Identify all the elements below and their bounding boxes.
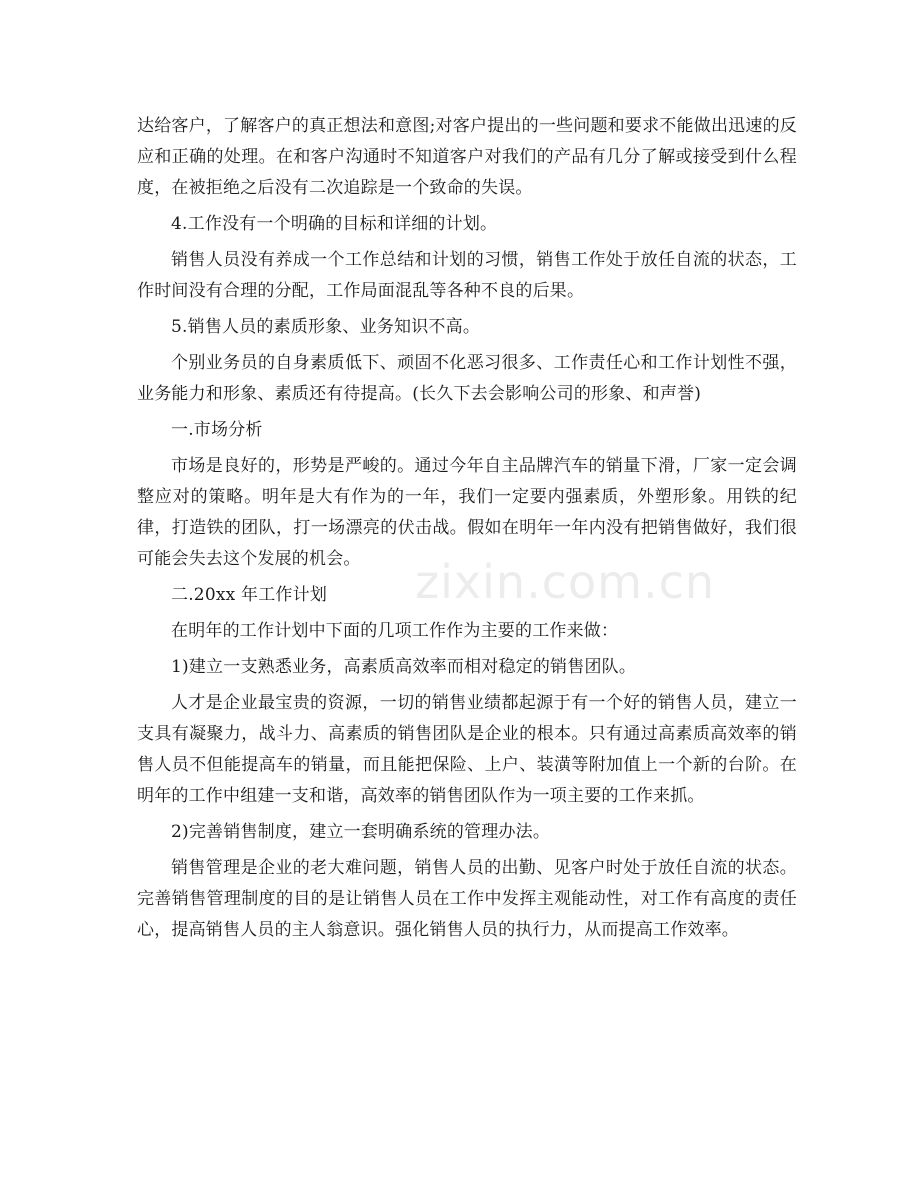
- section-heading: 一.市场分析: [171, 420, 263, 440]
- watermark: zixin.com.cn: [415, 555, 716, 609]
- plan-item-heading: 2)完善销售制度，建立一套明确系统的管理办法。: [171, 822, 551, 842]
- section-item-heading: 5.销售人员的素质形象、业务知识不高。: [171, 317, 481, 337]
- paragraph: 个别业务员的自身素质低下、顽固不化恶习很多、工作责任心和工作计划性不强，业务能力和形象、素质还有待提高。(长久下去会影响公司的形象、和声誉): [137, 353, 797, 404]
- document-body: [137, 111, 797, 946]
- paragraph: 人才是企业最宝贵的资源，一切的销售业绩都起源于有一个好的销售人员，建立一支具有凝聚力，战斗力、高素质的销售团队是企业的根本。只有通过高素质高效率的销售人员不但能提高车的销量，而且能把保险、上户、装潢等附加值上一个新的台阶。在明年的工作中组建一支和谐，高效率的销售团队作为一项主要的工作来抓。: [137, 693, 797, 806]
- paragraph: 市场是良好的，形势是严峻的。通过今年自主品牌汽车的销量下滑，厂家一定会调整应对的策略。明年是大有作为的一年，我们一定要内强素质，外塑形象。用铁的纪律，打造铁的团队，打一场漂亮的伏击战。假如在明年一年内没有把销售做好，我们很可能会失去这个发展的机会。: [137, 456, 797, 569]
- paragraph: 达给客户，了解客户的真正想法和意图;对客户提出的一些问题和要求不能做出迅速的反应和正确的处理。在和客户沟通时不知道客户对我们的产品有几分了解或接受到什么程度，在被拒绝之后没有二次追踪是一个致命的失误。: [137, 116, 797, 198]
- plan-item-heading: 1)建立一支熟悉业务，高素质高效率而相对稳定的销售团队。: [171, 657, 637, 677]
- paragraph: 在明年的工作计划中下面的几项工作作为主要的工作来做：: [171, 621, 619, 641]
- paragraph: 销售管理是企业的老大难问题，销售人员的出勤、见客户时处于放任自流的状态。完善销售管理制度的目的是让销售人员在工作中发挥主观能动性，对工作有高度的责任心，提高销售人员的主人翁意识。强化销售人员的执行力，从而提高工作效率。: [137, 858, 797, 940]
- section-item-heading: 4.工作没有一个明确的目标和详细的计划。: [171, 214, 498, 234]
- paragraph: 销售人员没有养成一个工作总结和计划的习惯，销售工作处于放任自流的状态，工作时间没有合理的分配，工作局面混乱等各种不良的后果。: [137, 250, 797, 301]
- section-heading: 二.20xx 年工作计划: [171, 585, 328, 605]
